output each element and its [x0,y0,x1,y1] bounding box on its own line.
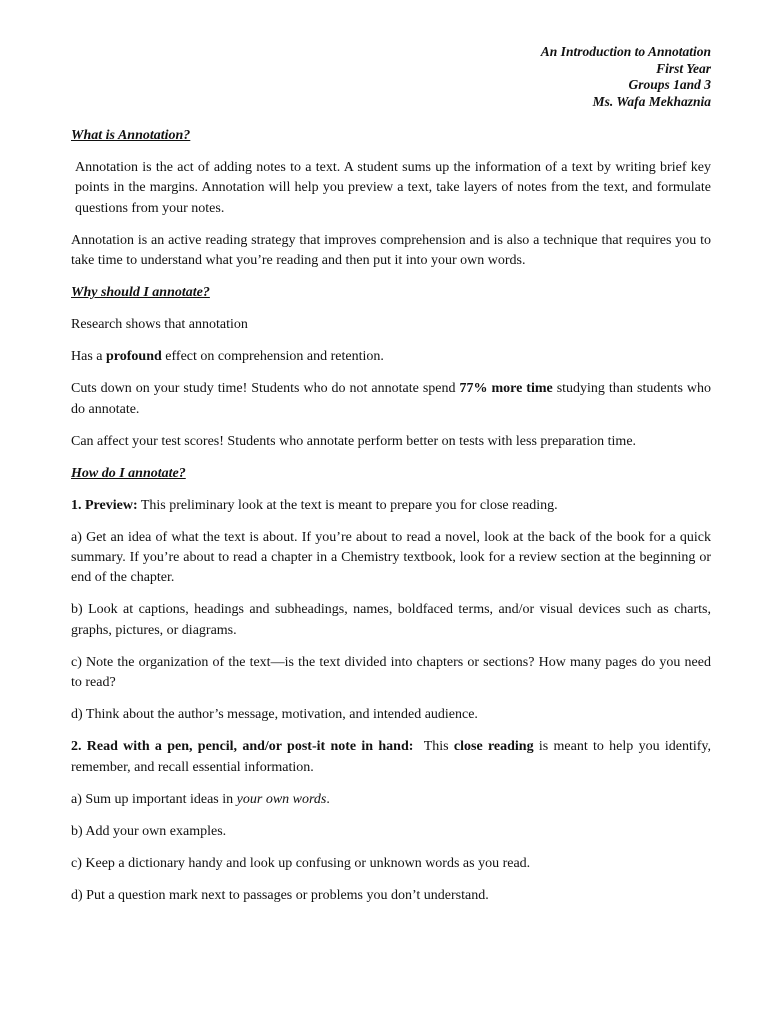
section-heading-why [71,283,711,303]
step-2-item-d: d) Put a question mark next to passages or problems you don’t understand. [71,887,489,903]
heading-how-text: How do I annotate? [71,465,186,481]
step-2-read [71,737,711,778]
course-groups: Groups 1and 3 [628,77,711,92]
document-header [541,44,711,110]
step-1-item-a: a) Get an idea of what the text is about. If you’re about to read a novel, look at the back of the book for a quick summary. If you’re about to read a chapter in a Chemistry textbook, look for a review section at the beginning or end of the chapter. [71,529,711,586]
document-body [71,126,711,918]
step-1-label: 1. Preview: [71,497,138,513]
step-1-item-c: c) Note the organization of the text—is the text divided into chapters or sections? How many pages do you need to read? [71,654,711,691]
why-2-pre: Cuts down on your study time! Students who do not annotate spend [71,381,460,397]
step-1-text: This preliminary look at the text is meant to prepare you for close reading. [137,497,558,513]
paragraph-why-2 [71,379,711,420]
why-1-post: effect on comprehension and retention. [161,349,384,365]
heading-why-text: Why should I annotate? [71,285,210,301]
step-2-mid: This [413,739,454,755]
teacher-name: Ms. Wafa Mekhaznia [592,93,711,109]
course-year: First Year [656,60,711,76]
step-2-a-pre: a) Sum up important ideas in [71,791,237,807]
step-2-item-c: c) Keep a dictionary handy and look up confusing or unknown words as you read. [71,855,531,871]
step-2-item-b: b) Add your own examples. [71,823,227,839]
paragraph-what-1: Annotation is the act of adding notes to a text. A student sums up the information of a text by writing brief key points in the margins. Annotation will help you preview a text, take layers of notes from the text, and formulate questions from your notes. [75,160,711,216]
step-2-item-a [71,790,711,810]
why-1-bold: profound [106,349,162,365]
step-2-bold-term: close reading [453,739,534,755]
paragraph-what-2: Annotation is an active reading strategy that improves comprehension and is also a technique that requires you to take time to understand what you’re reading and then put it into your own words. [71,232,711,269]
paragraph-why-3: Can affect your test scores! Students who annotate perform better on tests with less preparation time. [71,433,637,449]
step-2-post: is meant to help you identify, remember, and recall essential information. [71,739,711,775]
course-title: An Introduction to Annotation [540,44,711,59]
step-1-item-b: b) Look at captions, headings and subheadings, names, boldfaced terms, and/or visual devices such as charts, graphs, pictures, or diagrams. [71,602,711,638]
step-1-preview [71,496,711,516]
section-heading-how [71,464,711,484]
section-heading-what [71,126,711,146]
why-2-post: studying than students who do annotate. [71,381,711,417]
paragraph-why-1 [71,347,711,367]
step-1-item-d: d) Think about the author’s message, motivation, and intended audience. [71,707,478,723]
step-2-label: 2. Read with a pen, pencil, and/or post-it note in hand: [71,739,414,755]
paragraph-why-intro: Research shows that annotation [71,317,248,333]
why-2-bold: 77% more time [459,381,553,397]
step-2-a-post: . [326,791,330,807]
heading-what-text: What is Annotation? [71,128,191,143]
step-2-a-italic: your own words [236,791,327,807]
why-1-pre: Has a [71,349,106,365]
